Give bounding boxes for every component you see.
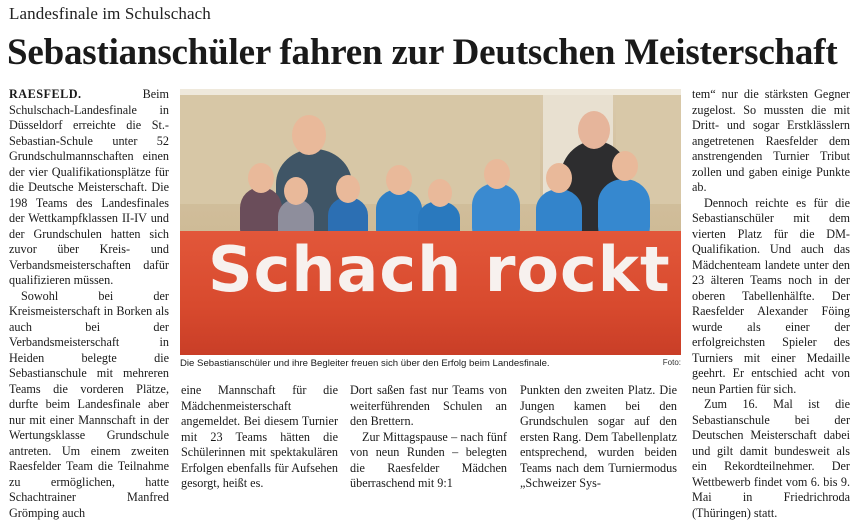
article-headline: Sebastianschüler fahren zur Deutschen Meisterschaft bbox=[7, 31, 853, 74]
paragraph: Dort saßen fast nur Teams von weiterführenden Schulen an den Brettern. bbox=[350, 383, 507, 430]
paragraph-text: Beim Schulschach-Landesfinale in Düsseldorf erreichte die St.-Sebastian-Schule unter 52 Grundschulmannschaften einen der vier Qualifikationsplätze für die Deutsche Meisterschaft. Die 198 Teams des Landesfinales der Wettkampfklassen II-IV und der Grundschulen hatten sich zuvor über Kreis- und Verbandsmeisterschaften dafür qualifizieren müssen. bbox=[9, 87, 169, 287]
adult-head bbox=[578, 111, 610, 149]
paragraph: Sowohl bei der Kreismeisterschaft in Borken als auch bei der Verbandsmeisterschaft in Heiden belegte die Sebastianschule mit mehreren Teams die vorderen Plätze, durfte beim Landesfinale aber nur mit einer Mannschaft in der Wertungsklasse Grundschule antreten. Um einem zweiten Raesfelder Team die Teilnahme zu ermöglichen, hatte Schachtrainer Manfred Grömping auch bbox=[9, 289, 169, 521]
article-kicker: Landesfinale im Schulschach bbox=[9, 4, 211, 24]
child-head bbox=[546, 163, 572, 193]
child-head bbox=[386, 165, 412, 195]
paragraph: Zum 16. Mal ist die Sebastianschule bei der Deutschen Meisterschaft dabei und gilt damit bundesweit als ein Rekordteilnehmer. Der Wettbewerb findet vom 6. bis 9. Mai in Friedrichroda (Thüringen) statt. bbox=[692, 397, 850, 521]
child-head bbox=[612, 151, 638, 181]
adult-head bbox=[292, 115, 326, 155]
banner-text: Schach rockt bbox=[208, 233, 671, 306]
article-column-2 bbox=[181, 383, 338, 492]
child-head bbox=[336, 175, 360, 203]
paragraph: eine Mannschaft für die Mädchenmeisterschaft angemeldet. Bei diesem Turnier mit 23 Teams hätten die Schülerinnen mit spektakulären Erfolgen ebenfalls für Aufsehen gesorgt, heißt es. bbox=[181, 383, 338, 492]
photo-credit: Foto: bbox=[663, 358, 681, 367]
child-head bbox=[484, 159, 510, 189]
article-column-5 bbox=[692, 87, 850, 521]
article-column-1 bbox=[9, 87, 169, 521]
child-head bbox=[284, 177, 308, 205]
paragraph bbox=[9, 87, 169, 289]
paragraph: tem“ nur die stärksten Gegner zugelost. So mussten die mit Dritt- und sogar Erstklässlern angetretenen Raesfelder dem anstrengenden Turnier Tribut zollen und gaben einige Punkte ab. bbox=[692, 87, 850, 196]
article-column-4 bbox=[520, 383, 677, 492]
paragraph: Zur Mittagspause – nach fünf von neun Runden – belegten die Raesfelder Mädchen überraschend mit 9:1 bbox=[350, 430, 507, 492]
paragraph: Punkten den zweiten Platz. Die Jungen kamen bei den Grundschulen sogar auf den ersten Rang. Dem Tabellenplatz entsprechend, wurden beiden Teams nach dem Turniermodus „Schweizer Sys- bbox=[520, 383, 677, 492]
ceiling bbox=[180, 89, 681, 95]
caption-text: Die Sebastianschüler und ihre Begleiter freuen sich über den Erfolg beim Landesfinale. bbox=[180, 358, 550, 369]
dateline: RAESFELD. bbox=[9, 87, 82, 101]
child-head bbox=[428, 179, 452, 207]
paragraph: Dennoch reichte es für die Sebastianschüler mit dem vierten Platz für die DM-Qualifikation. Und auch das Mädchenteam landete unter den 23 älteren Teams noch in der oberen Tabellenhälfte. Der Raesfelder Alexander Föing wurde als einer der erfolgreichsten Spieler des Turniers mit einer Medaille geehrt. Er entschied acht von neun Partien für sich. bbox=[692, 196, 850, 398]
article-column-3 bbox=[350, 383, 507, 492]
team-photo bbox=[180, 89, 681, 355]
child-head bbox=[248, 163, 274, 193]
photo-caption bbox=[180, 358, 681, 369]
schach-rockt-banner bbox=[180, 231, 681, 355]
